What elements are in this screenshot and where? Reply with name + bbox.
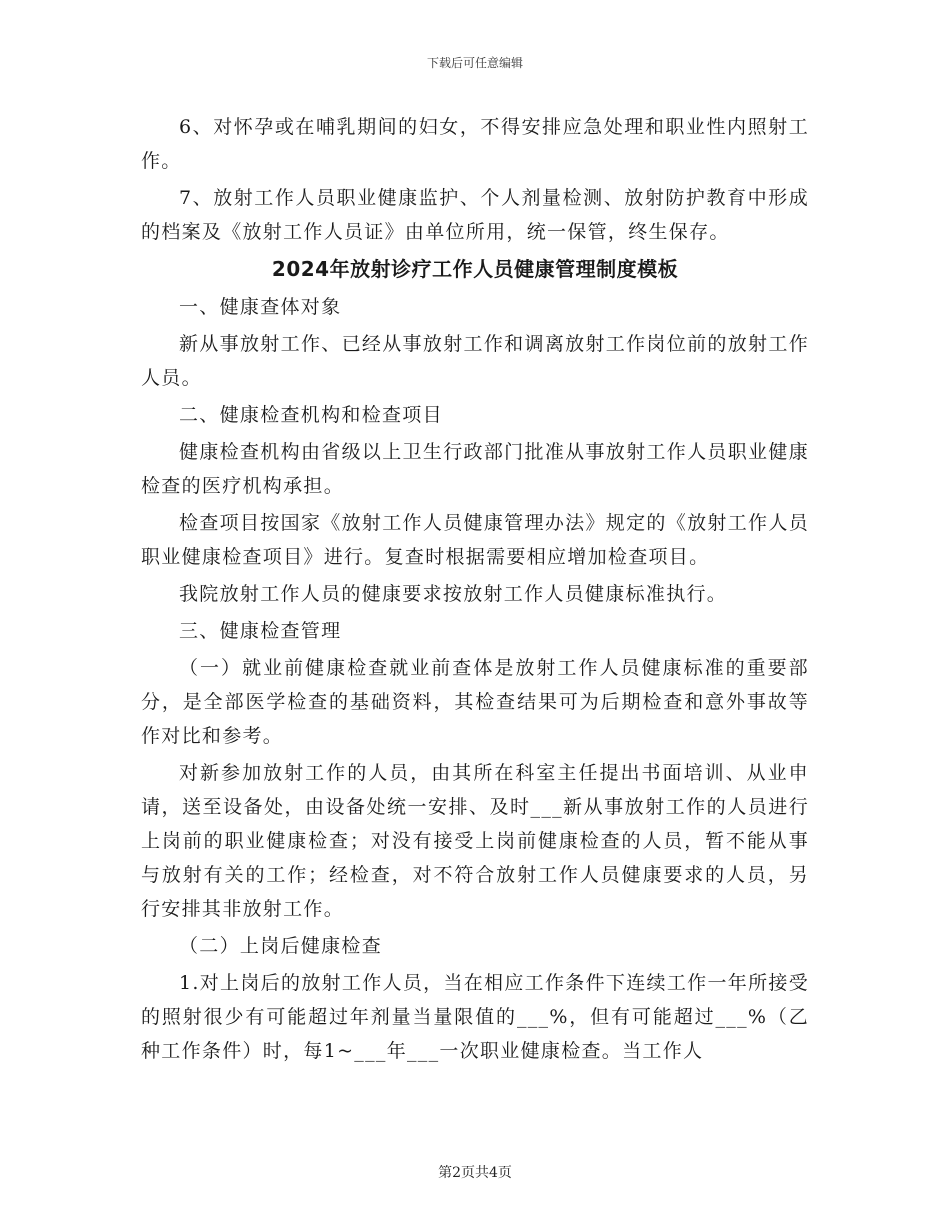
- paragraph: （一）就业前健康检查就业前查体是放射工作人员健康标准的重要部分，是全部医学检查的基础资料，其检查结果可为后期检查和意外事故等作对比和参考。: [141, 657, 809, 747]
- paragraph: 6、对怀孕或在哺乳期间的妇女，不得安排应急处理和职业性内照射工作。: [141, 116, 809, 172]
- paragraph: 我院放射工作人员的健康要求按放射工作人员健康标准执行。: [179, 583, 728, 605]
- document-body: [141, 110, 809, 1071]
- paragraph: 健康检查机构由省级以上卫生行政部门批准从事放射工作人员职业健康检查的医疗机构承担。: [141, 441, 809, 497]
- section-heading: 一、健康查体对象: [179, 296, 342, 318]
- section-heading: 三、健康检查管理: [179, 620, 342, 642]
- paragraph: 新从事放射工作、已经从事放射工作和调离放射工作岗位前的放射工作人员。: [141, 333, 809, 389]
- document-title: 2024年放射诊疗工作人员健康管理制度模板: [271, 257, 679, 281]
- paragraph: 1.对上岗后的放射工作人员，当在相应工作条件下连续工作一年所接受的照射很少有可能超过年剂量当量限值的___%，但有可能超过___%（乙种工作条件）时，每1~___年___一次职业健康检查。当工作人: [141, 972, 809, 1062]
- paragraph: 对新参加放射工作的人员，由其所在科室主任提出书面培训、从业申请，送至设备处，由设备处统一安排、及时___新从事放射工作的人员进行上岗前的职业健康检查；对没有接受上岗前健康检查的人员，暂不能从事与放射有关的工作；经检查，对不符合放射工作人员健康要求的人员，另行安排其非放射工作。: [141, 762, 809, 920]
- paragraph: 7、放射工作人员职业健康监护、个人剂量检测、放射防护教育中形成的档案及《放射工作人员证》由单位所用，统一保管，终生保存。: [141, 187, 809, 243]
- page-footer: 第2页共4页: [438, 1165, 512, 1181]
- section-heading: 二、健康检查机构和检查项目: [179, 404, 443, 426]
- page-header: 下载后可任意编辑: [426, 56, 523, 70]
- subsection-heading: （二）上岗后健康检查: [179, 935, 383, 957]
- paragraph: 检查项目按国家《放射工作人员健康管理办法》规定的《放射工作人员职业健康检查项目》进行。复查时根据需要相应增加检查项目。: [141, 512, 809, 568]
